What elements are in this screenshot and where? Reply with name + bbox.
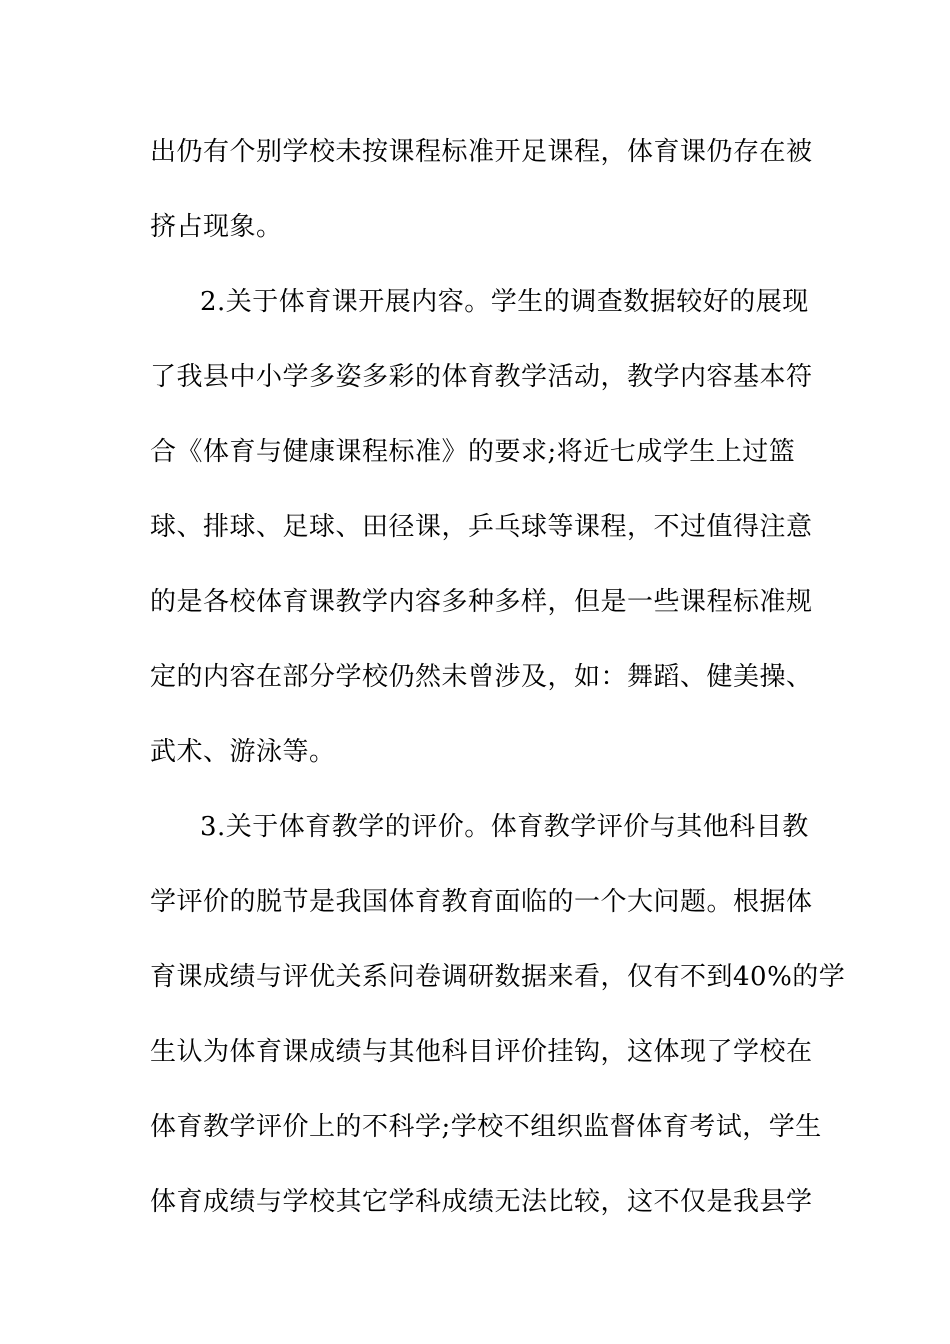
paragraph-line: 育课成绩与评优关系问卷调研数据来看，仅有不到40%的学	[150, 962, 846, 992]
paragraph-line: 武术、游泳等。	[150, 737, 336, 767]
paragraph-line: 体育教学评价上的不科学;学校不组织监督体育考试，学生	[150, 1112, 822, 1142]
paragraph-line: 了我县中小学多姿多彩的体育教学活动，教学内容基本符	[150, 362, 813, 392]
paragraph-line: 合《体育与健康课程标准》的要求;将近七成学生上过篮	[150, 437, 796, 467]
paragraph-line: 生认为体育课成绩与其他科目评价挂钩，这体现了学校在	[150, 1037, 813, 1067]
paragraph-line: 3.关于体育教学的评价。体育教学评价与其他科目教	[200, 812, 809, 842]
paragraph-line: 的是各校体育课教学内容多种多样，但是一些课程标准规	[150, 587, 813, 617]
paragraph-line: 学评价的脱节是我国体育教育面临的一个大问题。根据体	[150, 887, 813, 917]
paragraph-line: 2.关于体育课开展内容。学生的调查数据较好的展现	[200, 287, 809, 317]
paragraph-line: 定的内容在部分学校仍然未曾涉及，如：舞蹈、健美操、	[150, 662, 813, 692]
paragraph-line: 体育成绩与学校其它学科成绩无法比较，这不仅是我县学	[150, 1187, 813, 1217]
paragraph-line: 球、排球、足球、田径课，乒乓球等课程，不过值得注意	[150, 512, 813, 542]
paragraph-line: 挤占现象。	[150, 212, 283, 242]
paragraph-line: 出仍有个别学校未按课程标准开足课程，体育课仍存在被	[150, 137, 813, 167]
